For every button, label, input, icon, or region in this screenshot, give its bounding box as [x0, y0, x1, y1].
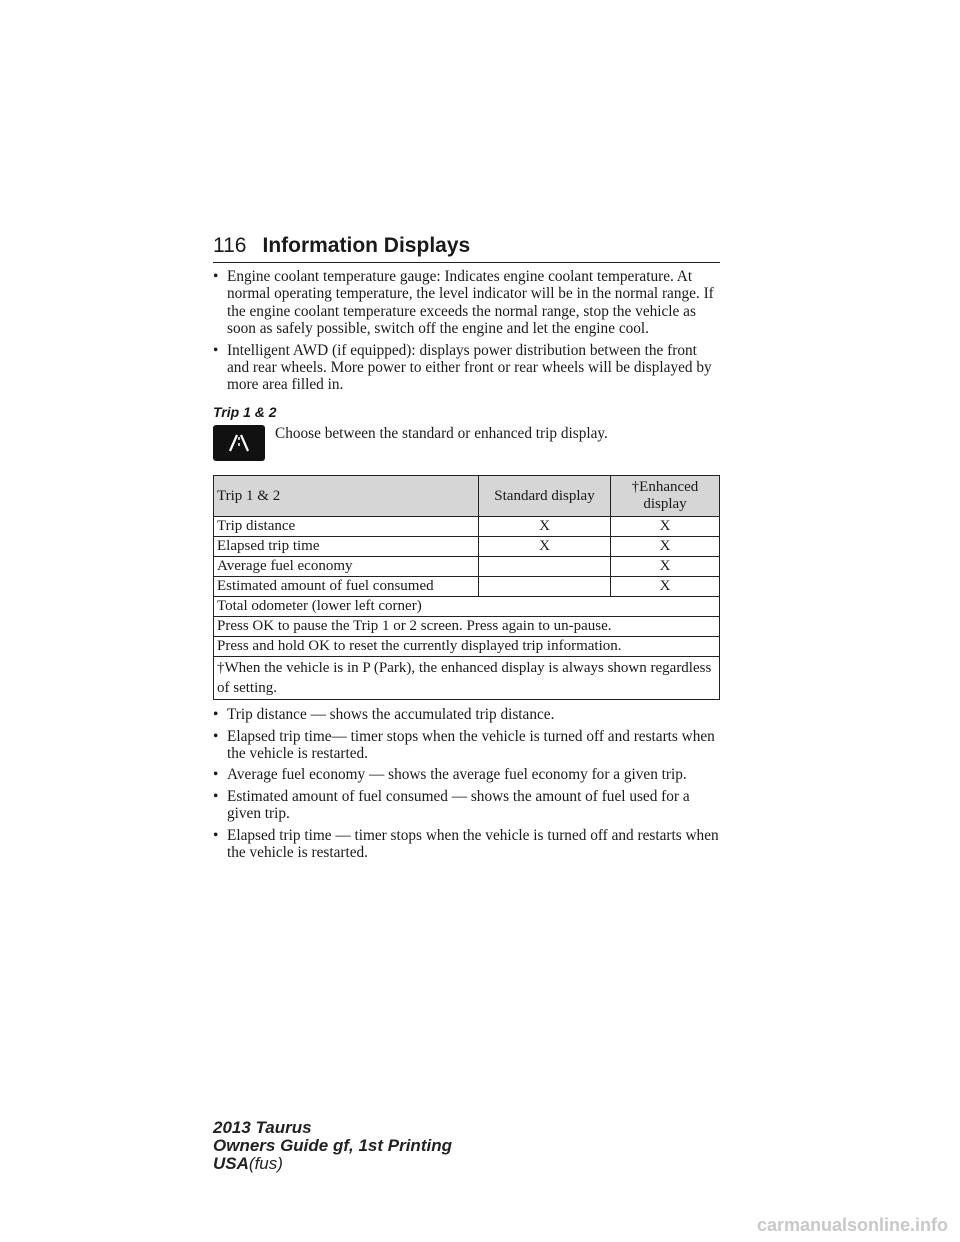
list-item: • Elapsed trip time— timer stops when the vehicle is turned off and restarts when the vehicle is restarted. — [213, 728, 720, 763]
column-header: Trip 1 & 2 — [214, 476, 479, 517]
table-cell: Elapsed trip time — [214, 537, 479, 557]
trip-intro — [213, 425, 720, 469]
list-item: • Intelligent AWD (if equipped): displays power distribution between the front and rear wheels. More power to either front or rear wheels will be displayed by more area filled in. — [213, 342, 720, 394]
table-cell: Estimated amount of fuel consumed — [214, 577, 479, 597]
trip-heading: Trip 1 & 2 — [213, 403, 277, 420]
watermark: carmanualsonline.info — [756, 1215, 948, 1235]
table-note: Press and hold OK to reset the currently displayed trip information. — [214, 637, 720, 657]
bullet-text: Average fuel economy — shows the average fuel economy for a given trip. — [227, 766, 687, 784]
bullet-text: Elapsed trip time — timer stops when the vehicle is turned off and restarts when the vehicle is restarted. — [227, 826, 719, 862]
trip-table — [213, 475, 720, 700]
table-note-row — [214, 657, 720, 700]
table-cell: Average fuel economy — [214, 557, 479, 577]
footer-region: USA — [213, 1154, 249, 1173]
page-body — [213, 268, 720, 866]
table-cell: X — [479, 517, 611, 537]
page-footer — [213, 1119, 452, 1173]
table-cell — [479, 577, 611, 597]
trip-description: Choose between the standard or enhanced trip display. — [275, 425, 608, 443]
page-header — [213, 228, 720, 263]
footer-guide: Owners Guide gf, 1st Printing — [213, 1136, 452, 1155]
list-item: • Engine coolant temperature gauge: Indicates engine coolant temperature. At normal operating temperature, the level indicator will be in the normal range. If the engine coolant temperature exceeds the normal range, stop the vehicle as soon as safely possible, switch off the engine and let the engine cool. — [213, 268, 720, 338]
table-cell — [479, 557, 611, 577]
column-header: †Enhanced display — [611, 476, 720, 517]
list-item: • Average fuel economy — shows the average fuel economy for a given trip. — [213, 766, 720, 783]
table-note-row — [214, 617, 720, 637]
table-note: †When the vehicle is in P (Park), the enhanced display is always shown regardless of setting. — [214, 657, 720, 700]
list-item: • Elapsed trip time — timer stops when the vehicle is turned off and restarts when the vehicle is restarted. — [213, 826, 719, 862]
bullet-text: Engine coolant temperature gauge: Indicates engine coolant temperature. At normal operating temperature, the level indicator will be in the normal range. If the engine coolant temperature exceeds the normal range, stop the vehicle as soon as safely possible, switch off the engine and let the engine cool. — [227, 268, 714, 338]
footer-region-code: (fus) — [248, 1154, 283, 1173]
bullet-text: Intelligent AWD (if equipped): displays power distribution between the front and rear wheels. More power to either front or rear wheels will be displayed by more area filled in. — [227, 341, 712, 394]
table-cell: Trip distance — [214, 517, 479, 537]
table-note: Press OK to pause the Trip 1 or 2 screen. Press again to un-pause. — [214, 617, 720, 637]
table-cell: X — [611, 557, 720, 577]
list-item: • Trip distance — shows the accumulated trip distance. — [213, 706, 720, 723]
bullet-text: Estimated amount of fuel consumed — shows the amount of fuel used for a given trip. — [227, 787, 690, 823]
table-row — [214, 557, 720, 577]
section-title: Information Displays — [262, 234, 471, 257]
table-note: Total odometer (lower left corner) — [214, 597, 720, 617]
bullet-text: Elapsed trip time— timer stops when the vehicle is turned off and restarts when the vehicle is restarted. — [227, 727, 715, 763]
page-number: 116 — [213, 234, 247, 257]
table-cell: X — [611, 537, 720, 557]
table-note-row — [214, 597, 720, 617]
footer-model: 2013 Taurus — [213, 1118, 312, 1137]
table-row — [214, 517, 720, 537]
table-cell: X — [611, 517, 720, 537]
bullet-text: Trip distance — shows the accumulated trip distance. — [227, 706, 555, 724]
table-note-row — [214, 637, 720, 657]
table-cell: X — [611, 577, 720, 597]
table-row — [214, 537, 720, 557]
table-row — [214, 577, 720, 597]
road-icon — [213, 425, 265, 461]
table-header-row — [214, 476, 720, 517]
column-header: Standard display — [479, 476, 611, 517]
table-cell: X — [479, 537, 611, 557]
list-item: • Estimated amount of fuel consumed — shows the amount of fuel used for a given trip. — [213, 788, 720, 823]
